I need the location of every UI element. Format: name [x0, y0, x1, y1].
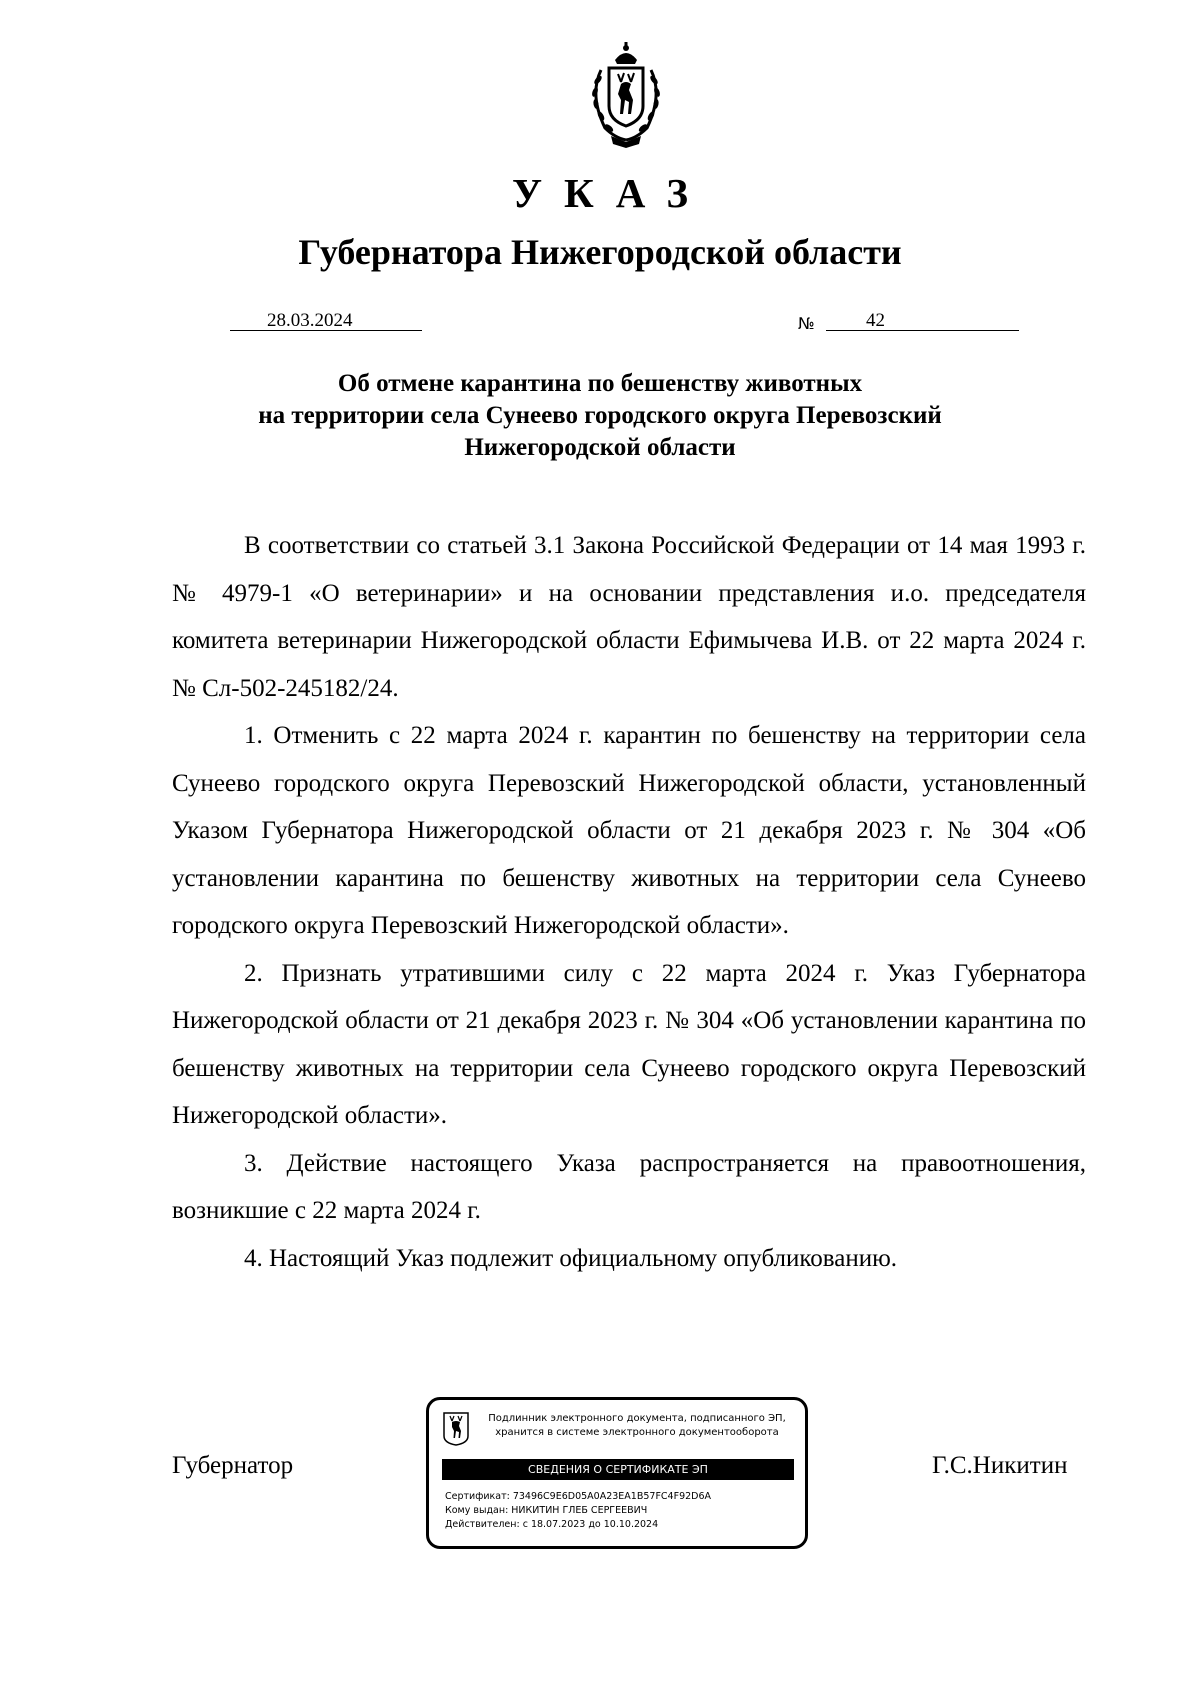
number-underline	[826, 330, 1019, 331]
document-number: 42	[866, 310, 885, 331]
certificate-validity: Действителен: с 18.07.2023 до 10.10.2024	[445, 1519, 659, 1530]
document-date: 28.03.2024	[267, 310, 353, 331]
e-signature-stamp	[426, 1397, 808, 1549]
heading-line: Нижегородской области	[464, 434, 736, 461]
certificate-id: Сертификат: 73496C9E6D05A0A23EA1B57FC4F92D6A	[445, 1491, 712, 1502]
clause-paragraph: 1. Отменить с 22 марта 2024 г. карантин по бешенству на территории села Сунеево городского округа Перевозский Нижегородской области, установленный Указом Губернатора Нижегородской области от 21 декабря 2023 г. № 304 «Об установлении карантина по бешенству животных на территории села Сунеево городского округа Перевозский Нижегородской области».	[172, 722, 1086, 939]
preamble-paragraph: В соответствии со статьей 3.1 Закона Российской Федерации от 14 мая 1993 г. № 4979-1 «О ветеринарии» и на основании представления и.о. председателя комитета ветеринарии Нижегородской области Ефимычева И.В. от 22 марта 2024 г. № Сл-502-245182/24.	[172, 532, 1086, 702]
clause-paragraph: 4. Настоящий Указ подлежит официальному опубликованию.	[244, 1244, 898, 1272]
stamp-header-line: Подлинник электронного документа, подписанного ЭП,	[488, 1413, 786, 1424]
document-subtitle: Губернатора Нижегородской области	[298, 232, 902, 272]
document-heading	[150, 368, 1050, 464]
certificate-holder: Кому выдан: НИКИТИН ГЛЕБ СЕРГЕЕВИЧ	[445, 1505, 648, 1516]
number-label: №	[798, 314, 815, 333]
clause-paragraph: 3. Действие настоящего Указа распространяется на правоотношения, возникшие с 22 марта 2024 г.	[172, 1149, 1086, 1224]
certificate-info-bar: СВЕДЕНИЯ О СЕРТИФИКАТЕ ЭП	[442, 1459, 794, 1480]
heading-line: на территории села Сунеево городского округа Перевозский	[258, 402, 942, 429]
certificate-details	[445, 1490, 711, 1532]
deer-emblem-icon	[443, 1412, 469, 1446]
clause-paragraph: 2. Признать утратившими силу с 22 марта 2024 г. Указ Губернатора Нижегородской области от 21 декабря 2023 г. № 304 «Об установлении карантина по бешенству животных на территории села Сунеево городского округа Перевозский Нижегородской области».	[172, 959, 1086, 1129]
heading-line: Об отмене карантина по бешенству животных	[337, 370, 863, 397]
coat-of-arms-icon	[571, 40, 681, 150]
signer-position: Губернатор	[172, 1452, 294, 1479]
document-body	[172, 522, 1086, 1282]
signer-name: Г.С.Никитин	[932, 1452, 1068, 1479]
document-title: УКАЗ	[511, 170, 711, 216]
stamp-header	[477, 1412, 797, 1440]
date-underline	[230, 330, 422, 331]
stamp-header-line: хранится в системе электронного документооборота	[495, 1427, 779, 1438]
